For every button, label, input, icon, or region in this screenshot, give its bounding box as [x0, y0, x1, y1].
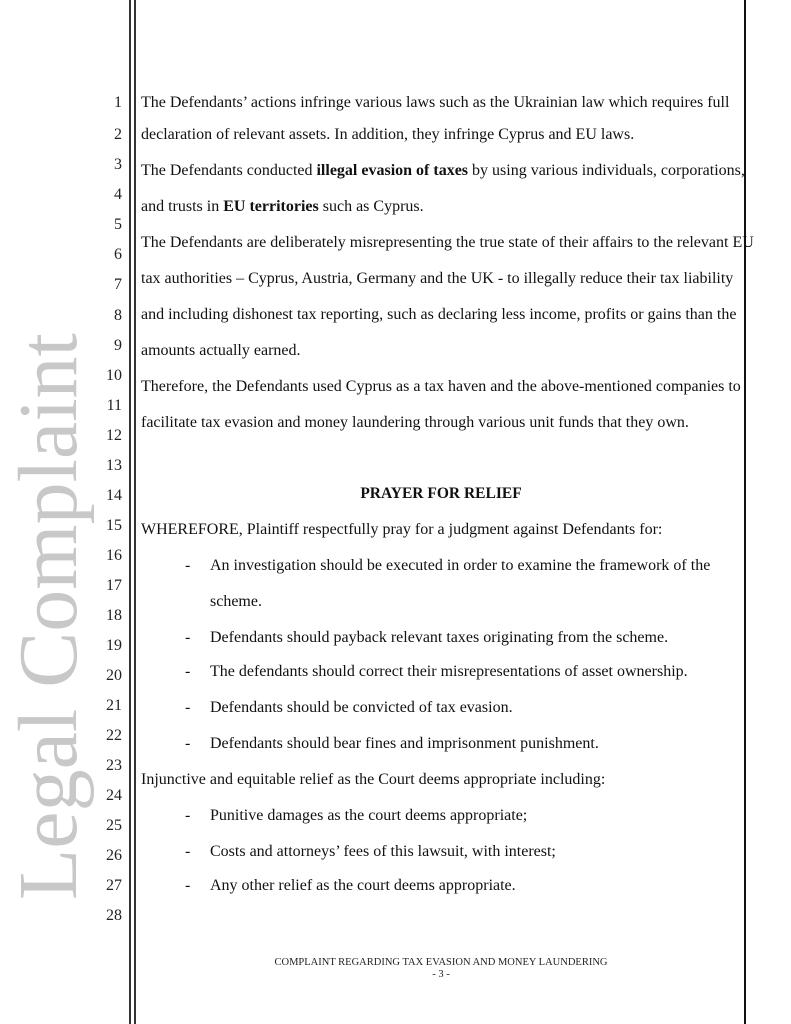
injunctive-item: Any other relief as the court deems appropriate. — [210, 877, 516, 894]
line-number: 28 — [106, 907, 122, 924]
bold-text: EU territories — [223, 198, 319, 215]
page-number: - 3 - — [432, 969, 450, 980]
body-line: The Defendants’ actions infringe various laws such as the Ukrainian law which requires full — [141, 94, 730, 111]
prayer-item: An investigation should be executed in order to examine the framework of the — [210, 557, 711, 574]
line-number: 2 — [114, 126, 122, 143]
right-margin-rule — [744, 0, 746, 1024]
line-number: 24 — [106, 787, 122, 804]
body-line: amounts actually earned. — [141, 342, 301, 359]
line-number: 1 — [114, 94, 122, 111]
body-line — [141, 161, 745, 181]
body-line: Therefore, the Defendants used Cyprus as a tax haven and the above-mentioned companies to — [141, 378, 741, 395]
line-number: 4 — [114, 186, 122, 203]
prayer-item: The defendants should correct their misrepresentations of asset ownership. — [210, 663, 688, 680]
line-number: 5 — [114, 216, 122, 233]
bullet-dash: - — [185, 557, 191, 574]
line-number: 21 — [106, 697, 122, 714]
prayer-item: Defendants should bear fines and imprisonment punishment. — [210, 735, 599, 752]
line-number: 19 — [106, 637, 122, 654]
bullet-dash: - — [185, 807, 191, 824]
prayer-intro: WHEREFORE, Plaintiff respectfully pray for a judgment against Defendants for: — [141, 521, 663, 538]
line-number: 23 — [106, 757, 122, 774]
line-number: 13 — [106, 457, 122, 474]
body-line: tax authorities – Cyprus, Austria, Germany and the UK - to illegally reduce their tax liability — [141, 270, 734, 287]
footer-title: COMPLAINT REGARDING TAX EVASION AND MONEY LAUNDERING — [274, 957, 608, 968]
line-number: 10 — [106, 367, 122, 384]
text: such as Cyprus. — [318, 198, 424, 215]
injunctive-item: Punitive damages as the court deems appropriate; — [210, 807, 528, 824]
body-line: declaration of relevant assets. In addition, they infringe Cyprus and EU laws. — [141, 126, 635, 143]
line-number: 17 — [106, 577, 122, 594]
line-number: 20 — [106, 667, 122, 684]
line-number: 9 — [114, 337, 122, 354]
prayer-item: Defendants should payback relevant taxes originating from the scheme. — [210, 629, 669, 646]
line-number: 14 — [106, 487, 122, 504]
line-number: 22 — [106, 727, 122, 744]
section-heading: PRAYER FOR RELIEF — [360, 485, 522, 502]
bold-text: illegal evasion of taxes — [316, 162, 469, 179]
text: and trusts in — [141, 198, 224, 215]
text: The Defendants conducted — [141, 162, 317, 179]
line-number: 27 — [106, 877, 122, 894]
line-number: 6 — [114, 246, 122, 263]
injunctive-intro: Injunctive and equitable relief as the Court deems appropriate including: — [141, 771, 606, 788]
bullet-dash: - — [185, 877, 191, 894]
line-number: 7 — [114, 276, 122, 293]
line-number: 11 — [106, 397, 122, 414]
line-number: 3 — [114, 156, 122, 173]
line-number: 12 — [106, 427, 122, 444]
left-margin-rule-outer — [129, 0, 131, 1024]
line-number: 26 — [106, 847, 122, 864]
bullet-dash: - — [185, 699, 191, 716]
line-number: 16 — [106, 547, 122, 564]
line-number: 18 — [106, 607, 122, 624]
prayer-item-continuation: scheme. — [210, 593, 262, 610]
line-number: 15 — [106, 517, 122, 534]
line-number: 8 — [114, 307, 122, 324]
body-line: facilitate tax evasion and money laundering through various unit funds that they own. — [141, 414, 689, 431]
bullet-dash: - — [185, 843, 191, 860]
bullet-dash: - — [185, 735, 191, 752]
body-line: The Defendants are deliberately misrepresenting the true state of their affairs to the relevant EU — [141, 234, 754, 251]
body-line: and including dishonest tax reporting, such as declaring less income, profits or gains than the — [141, 306, 737, 323]
left-margin-rule-inner — [134, 0, 136, 1024]
text: by using various individuals, corporations, — [468, 162, 745, 179]
bullet-dash: - — [185, 663, 191, 680]
watermark: Legal Complaint — [2, 333, 95, 900]
body-line — [141, 197, 424, 217]
injunctive-item: Costs and attorneys’ fees of this lawsuit, with interest; — [210, 843, 556, 860]
prayer-item: Defendants should be convicted of tax evasion. — [210, 699, 513, 716]
bullet-dash: - — [185, 629, 191, 646]
line-number: 25 — [106, 817, 122, 834]
